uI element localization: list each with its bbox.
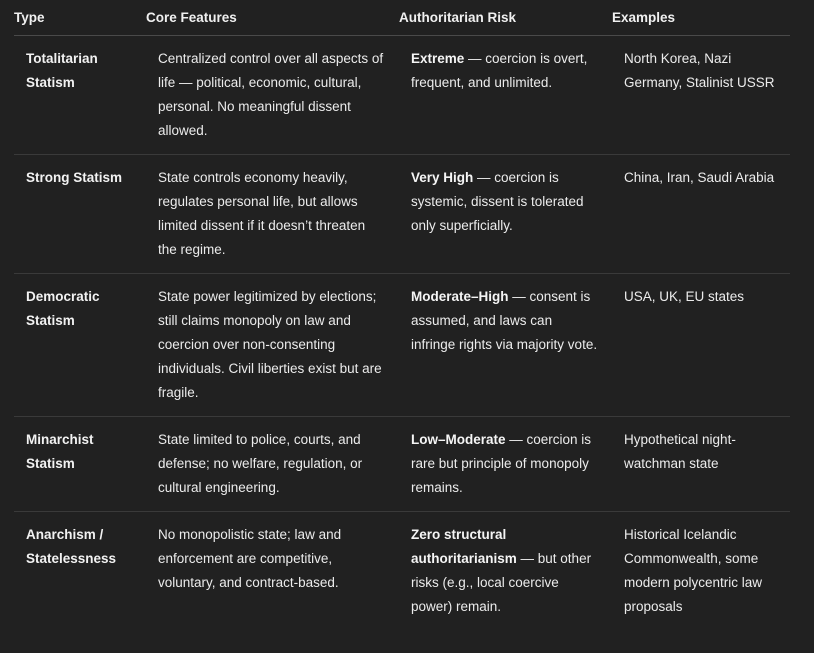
comparison-table-container <box>14 0 790 630</box>
risk-level: Extreme <box>411 50 465 66</box>
type-cell: Democratic Statism <box>14 273 146 416</box>
header-core-features: Core Features <box>146 0 399 35</box>
table-header-row <box>14 0 790 35</box>
authoritarian-risk-cell <box>399 154 612 273</box>
core-features-cell: No monopolistic state; law and enforcement are competitive, voluntary, and contract-based. <box>158 526 342 590</box>
risk-level: Very High <box>411 169 474 185</box>
examples-cell: Historical Icelandic Commonwealth, some modern polycentric law proposals <box>624 526 763 614</box>
examples-cell: USA, UK, EU states <box>612 273 790 416</box>
table-row <box>14 511 790 630</box>
examples-cell: China, Iran, Saudi Arabia <box>612 154 790 273</box>
table-row <box>14 154 790 273</box>
type-cell: Totalitarian Statism <box>14 35 146 154</box>
examples-cell: North Korea, Nazi Germany, Stalinist USSR <box>612 35 790 154</box>
risk-description: — coercion is systemic, dissent is tolerated only superficially. <box>411 169 584 233</box>
table-row <box>14 35 790 154</box>
authoritarian-risk-cell <box>399 273 612 416</box>
risk-description: — consent is assumed, and laws can infringe rights via majority vote. <box>411 288 598 352</box>
core-features-cell: State limited to police, courts, and defense; no welfare, regulation, or cultural engineering. <box>146 416 399 511</box>
risk-description: — coercion is rare but principle of monopoly remains. <box>411 431 592 495</box>
header-authoritarian-risk: Authoritarian Risk <box>399 0 612 35</box>
type-cell: Strong Statism <box>14 154 146 273</box>
core-features-cell: State power legitimized by elections; still claims monopoly on law and coercion over non-consenting individuals. Civil liberties exist but are fragile. <box>146 273 399 416</box>
table-row <box>14 273 790 416</box>
risk-level: Zero structural authoritarianism <box>411 526 517 566</box>
type-cell: Anarchism / Statelessness <box>26 526 117 566</box>
authoritarian-risk-cell <box>399 511 612 630</box>
statism-comparison-table <box>14 0 790 630</box>
header-examples: Examples <box>612 0 790 35</box>
authoritarian-risk-cell <box>399 35 612 154</box>
authoritarian-risk-cell <box>399 416 612 511</box>
type-cell: Minarchist Statism <box>14 416 146 511</box>
table-row <box>14 416 790 511</box>
risk-level: Moderate–High <box>411 288 509 304</box>
risk-level: Low–Moderate <box>411 431 506 447</box>
core-features-cell: Centralized control over all aspects of life — political, economic, cultural, personal. No meaningful dissent allowed. <box>146 35 399 154</box>
header-type: Type <box>14 0 146 35</box>
risk-description: — coercion is overt, frequent, and unlimited. <box>411 50 588 90</box>
core-features-cell: State controls economy heavily, regulates personal life, but allows limited dissent if it doesn’t threaten the regime. <box>146 154 399 273</box>
examples-cell: Hypothetical night-watchman state <box>612 416 790 511</box>
risk-description: — but other risks (e.g., local coercive power) remain. <box>411 550 592 614</box>
